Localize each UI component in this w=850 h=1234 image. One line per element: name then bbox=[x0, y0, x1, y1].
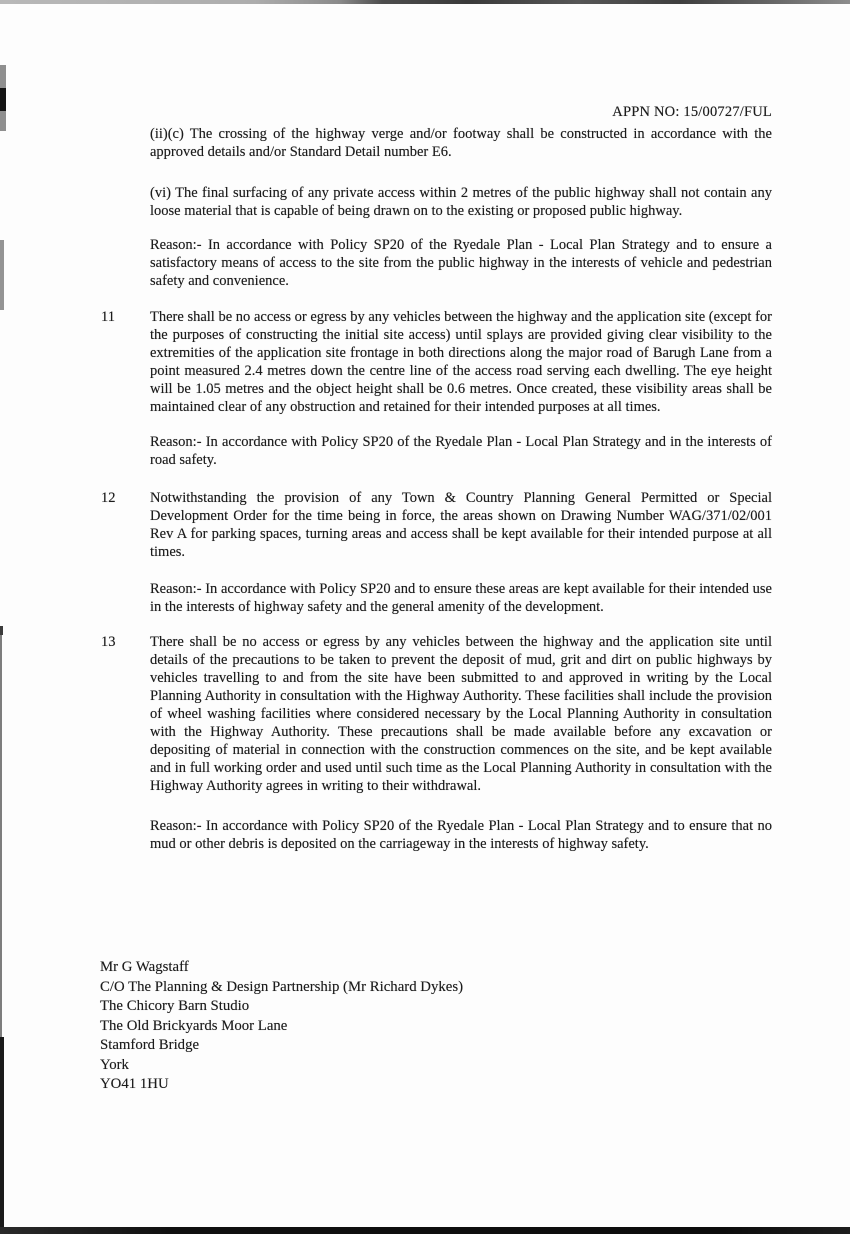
condition-12-text: Notwithstanding the provision of any Town & Country Planning General Permitted or Special Development Order for the time being in force, the areas shown on Drawing Number WAG/371/02/001 Rev A for parking spaces, turning areas and access shall be kept available for their intended purpose at all times. bbox=[150, 490, 772, 560]
address-line: YO41 1HU bbox=[100, 1076, 169, 1092]
scan-artifact-bottom-edge bbox=[0, 1227, 850, 1234]
reason-condition-13: Reason:- In accordance with Policy SP20 of the Ryedale Plan - Local Plan Strategy and to ensure that no mud or other debris is deposited on the carriageway in the interests of highway safety. bbox=[150, 818, 772, 852]
condition-13-text: There shall be no access or egress by any vehicles between the highway and the application site until details of the precautions to be taken to prevent the deposit of mud, grit and dirt on public highways by vehicles travelling to and from the site have been submitted to and approved in writing by the Local Planning Authority in consultation with the Highway Authority. These facilities shall include the provision of wheel washing facilities where considered necessary by the Local Planning Authority in consultation with the Highway Authority. These precautions shall be made available before any excavation or depositing of material in connection with the construction commences on the site, and be kept available and in full working order and used until such time as the Local Planning Authority in consultation with the Highway Authority agrees in writing to their withdrawal. bbox=[150, 634, 772, 794]
scan-artifact-left-line bbox=[0, 635, 2, 1037]
applicant-address-block bbox=[100, 958, 463, 1095]
condition-13 bbox=[101, 633, 772, 795]
reason-intro: Reason:- In accordance with Policy SP20 of the Ryedale Plan - Local Plan Strategy and to ensure a satisfactory means of access to the site from the public highway in the interests of vehicle and pedestrian safety and convenience. bbox=[150, 237, 772, 289]
scan-artifact-left-dash bbox=[0, 626, 3, 635]
condition-13-number: 13 bbox=[101, 634, 116, 650]
scan-artifact-left-mark-3 bbox=[0, 1037, 4, 1234]
scan-artifact-left-mark-2 bbox=[0, 240, 4, 310]
condition-11 bbox=[101, 308, 772, 416]
address-line: Mr G Wagstaff bbox=[100, 959, 189, 975]
paragraph-ii-c: (ii)(c) The crossing of the highway verge and/or footway shall be constructed in accordance with the approved details and/or Standard Detail number E6. bbox=[150, 126, 772, 160]
application-number: APPN NO: 15/00727/FUL bbox=[612, 104, 772, 120]
address-line: The Old Brickyards Moor Lane bbox=[100, 1017, 288, 1034]
condition-12-number: 12 bbox=[101, 490, 116, 506]
address-line: Stamford Bridge bbox=[100, 1037, 200, 1053]
condition-12 bbox=[101, 489, 772, 561]
address-line: C/O The Planning & Design Partnership (Mr Richard Dykes) bbox=[100, 978, 464, 995]
address-line: York bbox=[100, 1056, 129, 1073]
paragraph-vi: (vi) The final surfacing of any private access within 2 metres of the public highway shall not contain any loose material that is capable of being drawn on to the existing or proposed public highway. bbox=[150, 185, 772, 219]
condition-11-number: 11 bbox=[101, 309, 115, 325]
reason-condition-11: Reason:- In accordance with Policy SP20 of the Ryedale Plan - Local Plan Strategy and in the interests of road safety. bbox=[150, 434, 772, 468]
address-line: The Chicory Barn Studio bbox=[100, 998, 250, 1014]
scan-artifact-left-mark-1 bbox=[0, 65, 6, 131]
reason-condition-12: Reason:- In accordance with Policy SP20 and to ensure these areas are kept available for their intended use in the interests of highway safety and the general amenity of the development. bbox=[150, 581, 772, 615]
scan-artifact-top-edge bbox=[0, 0, 850, 4]
document-body bbox=[101, 103, 772, 853]
scan-artifact-left-mark-1-dark bbox=[0, 88, 6, 111]
condition-11-text: There shall be no access or egress by any vehicles between the highway and the application site (except for the purposes of constructing the initial site access) until splays are provided giving clear visibility to the extremities of the application site frontage in both directions along the major road of Barugh Lane from a point measured 2.4 metres down the centre line of the access road serving each dwelling. The eye height will be 1.05 metres and the object height shall be 0.6 metres. Once created, these visibility areas shall be maintained clear of any obstruction and retained for their intended purposes at all times. bbox=[150, 309, 772, 415]
